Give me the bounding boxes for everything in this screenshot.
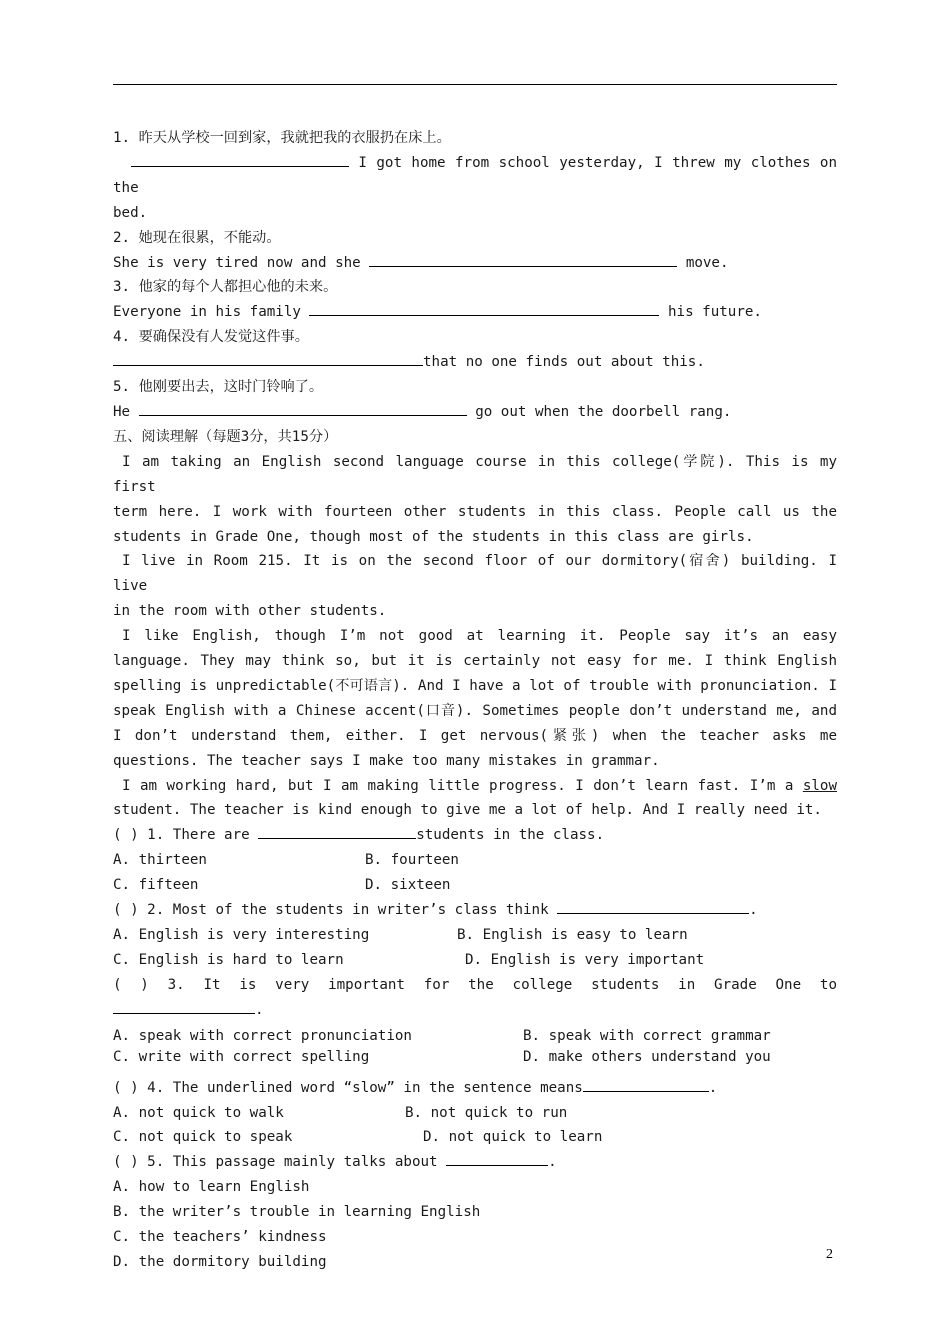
translation-sentence-3: Everyone in his family his future. [113, 300, 837, 325]
answer-blank[interactable] [258, 823, 416, 839]
question-5-option-c[interactable]: C. the teachers’ kindness [113, 1229, 327, 1246]
reading-heading: 五、阅读理解（每题3分，共15分） [113, 428, 338, 445]
option-d[interactable]: D. English is very important [465, 951, 705, 968]
answer-blank[interactable] [139, 400, 467, 416]
passage-line: spelling is unpredictable(不可语言). And I have a lot of trouble with pronunciation. I [113, 677, 837, 694]
option-d[interactable]: D. make others understand you [523, 1048, 771, 1065]
option-c[interactable]: C. fifteen [113, 877, 199, 894]
option-a[interactable]: A. speak with correct pronunciation [113, 1027, 412, 1044]
question-5-option-d[interactable]: D. the dormitory building [113, 1253, 327, 1270]
translation-sentence-5: He go out when the doorbell rang. [113, 400, 837, 425]
translation-prompt-2: 2. 她现在很累，不能动。 [113, 229, 281, 246]
question-5-stem: ( ) 5. This passage mainly talks about . [113, 1150, 837, 1175]
answer-blank[interactable] [113, 998, 255, 1014]
translation-prompt-1: 1. 昨天从学校一回到家，我就把我的衣服扔在床上。 [113, 130, 451, 146]
question-4-stem: ( ) 4. The underlined word “slow” in the sentence means . [113, 1076, 837, 1101]
passage-line: language. They may think so, but it is certainly not easy for me. I think English [113, 653, 837, 670]
question-2-options-row [113, 923, 837, 948]
translation-prompt-3: 3. 他家的每个人都担心他的未来。 [113, 279, 338, 296]
passage-line: student. The teacher is kind enough to give me a lot of help. And I really need it. [113, 802, 822, 819]
answer-blank[interactable] [309, 300, 659, 316]
passage-line: in the room with other students. [113, 603, 387, 620]
translation-sentence-2: She is very tired now and she move. [113, 251, 837, 276]
option-c[interactable]: C. English is hard to learn [113, 951, 344, 968]
option-b[interactable]: B. speak with correct grammar [523, 1027, 771, 1044]
question-2-stem: ( ) 2. Most of the students in writer’s class think . [113, 898, 837, 923]
question-3-stem-continuation: . [113, 998, 837, 1023]
answer-blank[interactable] [369, 251, 677, 267]
question-1-options-row [113, 848, 837, 873]
option-b[interactable]: B. not quick to run [405, 1104, 568, 1121]
translation-sentence-1: I got home from school yesterday, I threw my clothes on the [113, 151, 837, 201]
passage-line: speak English with a Chinese accent(口音). Sometimes people don’t understand me, and [113, 702, 837, 719]
question-5-option-a[interactable]: A. how to learn English [113, 1179, 310, 1196]
option-a[interactable]: A. thirteen [113, 852, 207, 869]
option-a[interactable]: A. not quick to walk [113, 1104, 284, 1121]
translation-prompt-5: 5. 他刚要出去，这时门铃响了。 [113, 379, 324, 396]
question-1-stem: ( ) 1. There are students in the class. [113, 823, 837, 848]
question-3-options-row [113, 1026, 837, 1047]
answer-blank[interactable] [446, 1150, 548, 1166]
option-c[interactable]: C. not quick to speak [113, 1129, 293, 1146]
underlined-word: slow [802, 777, 837, 794]
passage-line: questions. The teacher says I make too many mistakes in grammar. [113, 752, 660, 769]
header-rule [113, 84, 837, 85]
translation-prompt-4: 4. 要确保没有人发觉这件事。 [113, 329, 309, 346]
answer-blank[interactable] [557, 898, 749, 914]
option-d[interactable]: D. not quick to learn [423, 1129, 603, 1146]
answer-blank[interactable] [583, 1076, 709, 1092]
question-4-options-row [113, 1125, 837, 1150]
page-number: 2 [826, 1247, 833, 1262]
option-c[interactable]: C. write with correct spelling [113, 1048, 370, 1065]
option-b[interactable]: B. English is easy to learn [457, 927, 688, 943]
option-d[interactable]: D. sixteen [365, 877, 451, 894]
question-5-option-b[interactable]: B. the writer’s trouble in learning English [113, 1204, 481, 1221]
answer-blank[interactable] [131, 151, 349, 167]
passage-line: I am working hard, but I am making little progress. I don’t learn fast. I’m a slow [122, 777, 837, 794]
option-a[interactable]: A. English is very interesting [113, 927, 370, 943]
passage-line: I live in Room 215. It is on the second floor of our dormitory(宿舍) building. I live [113, 553, 837, 595]
question-2-options-row [113, 948, 837, 973]
translation-sentence-4: that no one finds out about this. [113, 350, 837, 375]
question-4-options-row [113, 1101, 837, 1126]
answer-blank[interactable] [113, 350, 423, 366]
option-b[interactable]: B. fourteen [365, 852, 459, 869]
question-1-options-row [113, 873, 837, 898]
document-body [113, 126, 837, 1275]
passage-line: I am taking an English second language course in this college(学院). This is my first [113, 453, 837, 495]
passage-line: term here. I work with fourteen other students in this class. People call us the [113, 503, 837, 520]
passage-line: students in Grade One, though most of the students in this class are girls. [113, 528, 754, 545]
passage-line: I like English, though I’m not good at learning it. People say it’s an easy [122, 628, 837, 645]
question-3-options-row [113, 1047, 837, 1068]
question-3-stem: ( ) 3. It is very important for the college students in Grade One to [113, 976, 837, 993]
translation-continuation-1: bed. [113, 204, 148, 221]
passage-line: I don’t understand them, either. I get nervous(紧张) when the teacher asks me [113, 727, 837, 744]
